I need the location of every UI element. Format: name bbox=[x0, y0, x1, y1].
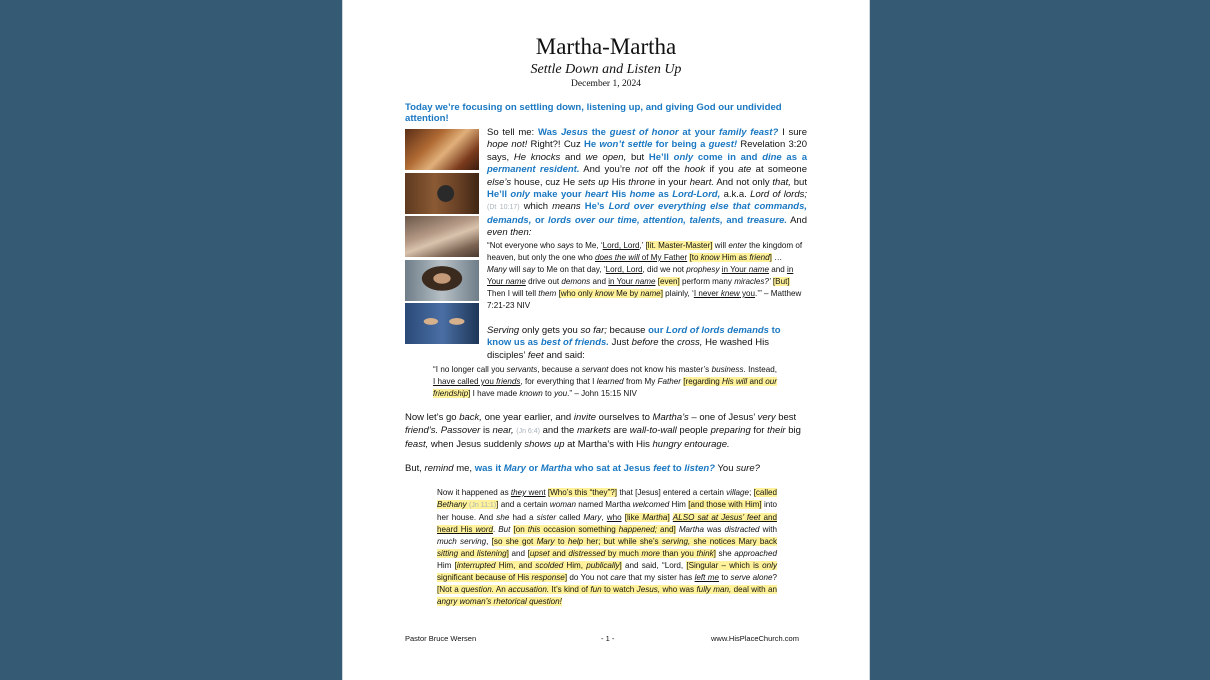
page-date: December 1, 2024 bbox=[571, 79, 641, 89]
paragraph-guest-of-honor: So tell me: Was Jesus the guest of honor at your family feast? I sure hope not! Right?! Cuz He won’t settle for being a guest! Revelation 3:20 says, He knocks and we open, but He’ll only come in and dine as a permanent resident. And you’re not off the hook if you ate at someone else’s house, cuz He sets up His throne in your heart. And not only that, but He’ll only make your heart His home as Lord-Lord, a.k.a. Lord of lords; (Dt 10:17) which means He’s Lord over everything else that commands, demands, or lords over our time, attention, talents, and treasure. And even then: bbox=[487, 127, 808, 239]
heart-door-knocker-photo bbox=[405, 173, 479, 214]
paragraph-remind-me: But, remind me, was it Mary or Martha who sat at Jesus feet to listen? You sure? bbox=[405, 463, 760, 474]
feast-table-photo bbox=[405, 129, 479, 170]
lead-sentence: Today we’re focusing on settling down, listening up, and giving God our undivided attention! bbox=[405, 102, 782, 124]
page-subtitle: Settle Down and Listen Up bbox=[530, 62, 682, 77]
document-page bbox=[342, 0, 870, 680]
paragraph-serving: Serving only gets you so far; because our Lord of lords demands to know us as best of friends. Just before the cross, He washed His disciples’ feet and said: bbox=[487, 325, 781, 361]
hands-bread-photo bbox=[405, 216, 479, 257]
matthew-quote: “Not everyone who says to Me, ‘Lord, Lord,’ [lit. Master-Master] will enter the kingdom of heaven, but only the one who does the will of My Father [to know Him as friend] … Many will say to Me on that day, ‘Lord, Lord, did we not prophesy in Your name and in Your name drive out demons and in Your name [even] perform many miracles?’ [But] Then I will tell them [who only know Me by name] plainly, ‘I never knew you.’” – Matthew 7:21-23 NIV bbox=[487, 241, 803, 310]
footer-author: Pastor Bruce Wersen bbox=[405, 634, 477, 643]
footer-website: www.HisPlaceChurch.com bbox=[711, 634, 799, 643]
image-column bbox=[405, 129, 479, 347]
jesus-crowd-photo bbox=[405, 260, 479, 301]
luke-quote: Now it happened as they went [Who’s this “they”?] that [Jesus] entered a certain village; [called Bethany (Jn 11:1)] and a certain woman named Martha welcomed Him [and those with Him] into her house. And she had a sister called Mary, who [like Martha] ALSO sat at Jesus’ feet and heard His word. But [on this occasion something happened; and] Martha was distracted with much serving, [so she got Mary to help her; but while she’s serving, she notices Mary back sitting and listening] and [upset and distressed by much more than you think] she approached Him [interrupted Him, and scolded Him, publically] and said, “Lord, [Singular – which is only significant because of His response] do You not care that my sister has left me to serve alone? [Not a question. An accusation. It’s kind of fun to watch Jesus, who was fully man, deal with an angry woman’s rhetorical question! bbox=[437, 488, 778, 607]
women-praying-photo bbox=[405, 303, 479, 344]
john-quote: “I no longer call you servants, because a servant does not know his master’s business. Instead, I have called you friends, for everything that I learned from My Father [regarding His will and our friendship] I have made known to you.” – John 15:15 NIV bbox=[433, 365, 777, 398]
footer-page-number: - 1 - bbox=[601, 634, 615, 643]
page-title: Martha-Martha bbox=[535, 34, 677, 59]
paragraph-marthas-house: Now let’s go back, one year earlier, and invite ourselves to Martha’s – one of Jesus’ very best friend’s. Passover is near, (Jn 6:4) and the markets are wall-to-wall people preparing for their big feast, when Jesus suddenly shows up at Martha’s with His hungry entourage. bbox=[405, 412, 801, 450]
